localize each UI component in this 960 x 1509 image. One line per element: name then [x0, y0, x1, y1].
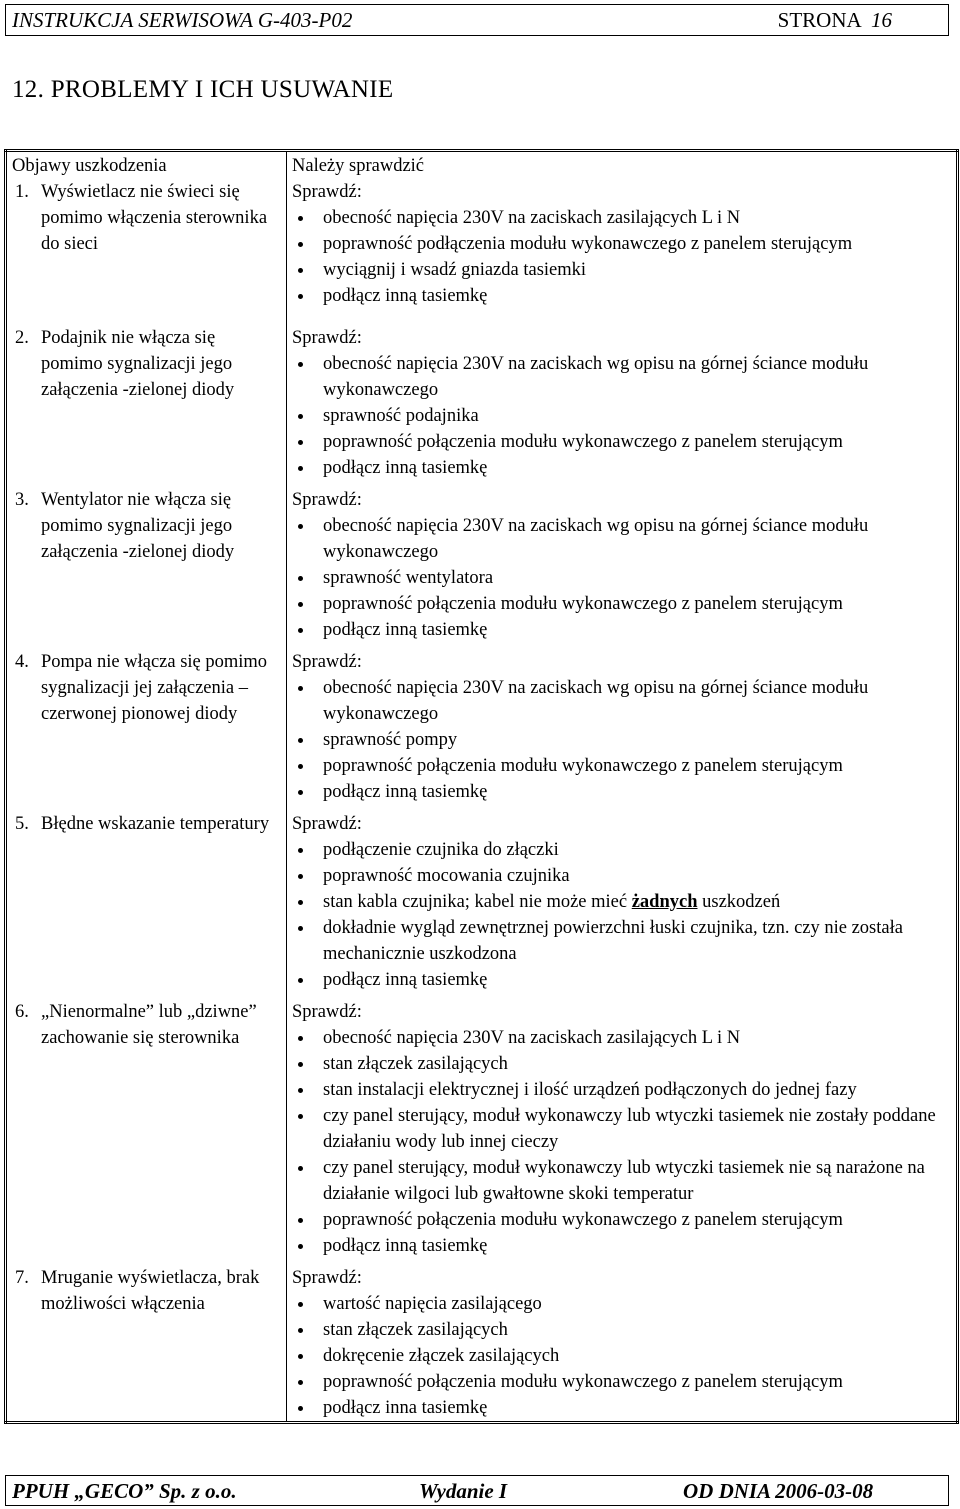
check-item-text: podłącz inna tasiemkę: [323, 1398, 488, 1418]
symptom-cell: [6, 487, 287, 649]
check-item-text: stan złączek zasilających: [323, 1054, 508, 1074]
check-item-text: poprawność podłączenia modułu wykonawczego z panelem sterującym: [323, 234, 853, 254]
bullet-icon: [298, 602, 303, 607]
check-label: Sprawdź:: [292, 652, 362, 672]
document-title: INSTRUKCJA SERWISOWA G-403-P02: [12, 8, 353, 32]
check-item-text: obecność napięcia 230V na zaciskach zasilających L i N: [323, 1028, 741, 1048]
check-item-text: stan złączek zasilających: [323, 1320, 508, 1340]
check-item: [292, 1291, 952, 1317]
bullet-icon: [298, 294, 303, 299]
checks-cell: [287, 811, 958, 999]
footer-company: PPUH „GECO” Sp. z o.o.: [12, 1479, 237, 1503]
check-item: [292, 1051, 952, 1077]
symptom-number: 4.: [15, 652, 29, 672]
check-item-text: podłącz inną tasiemkę: [323, 970, 488, 990]
bullet-icon: [298, 576, 303, 581]
bullet-icon: [298, 848, 303, 853]
check-item-text: czy panel sterujący, moduł wykonawczy lub wtyczki tasiemek nie zostały poddane działaniu wody lub innej cieczy: [323, 1106, 936, 1152]
bullet-icon: [298, 414, 303, 419]
symptom-text: Pompa nie włącza się pomimo sygnalizacji jej załączenia – czerwonej pionowej diody: [41, 652, 268, 724]
check-item: [292, 1233, 952, 1259]
check-item: [292, 1395, 952, 1421]
check-list: [292, 351, 952, 481]
bullet-icon: [298, 978, 303, 983]
check-item-text: wyciągnij i wsadź gniazda tasiemki: [323, 260, 587, 280]
check-item-text: stan instalacji elektrycznej i ilość urządzeń podłączonych do jednej fazy: [323, 1080, 857, 1100]
check-item-text: podłącz inną tasiemkę: [323, 458, 488, 478]
symptom-cell: [6, 325, 287, 487]
check-label: Sprawdź:: [292, 490, 362, 510]
bullet-icon: [298, 1244, 303, 1249]
symptom-number: 1.: [15, 182, 29, 202]
symptom-number: 6.: [15, 1002, 29, 1022]
table-header-row: [6, 151, 958, 180]
check-item-text: obecność napięcia 230V na zaciskach wg opisu na górnej ściance modułu wykonawczego: [323, 354, 869, 400]
check-item-text: wartość napięcia zasilającego: [323, 1294, 542, 1314]
bullet-icon: [298, 466, 303, 471]
check-item: [292, 257, 952, 283]
table-row: [6, 811, 958, 999]
check-item: [292, 1103, 952, 1155]
bullet-icon: [298, 926, 303, 931]
check-item: [292, 915, 952, 967]
check-item: [292, 565, 952, 591]
bullet-icon: [298, 440, 303, 445]
check-item: [292, 513, 952, 565]
bullet-icon: [298, 1302, 303, 1307]
section-title: 12. PROBLEMY I ICH USUWANIE: [12, 76, 394, 103]
check-item: [292, 205, 952, 231]
footer-date: OD DNIA 2006-03-08: [683, 1479, 874, 1503]
check-item-text: poprawność połączenia modułu wykonawczego z panelem sterującym: [323, 432, 843, 452]
check-item-text: sprawność pompy: [323, 730, 458, 750]
symptom-text: „Nienormalne” lub „dziwne” zachowanie się sterownika: [41, 1002, 257, 1048]
checks-cell: [287, 1265, 958, 1423]
check-item: [292, 675, 952, 727]
bullet-icon: [298, 874, 303, 879]
table-row: [6, 649, 958, 811]
bullet-icon: [298, 738, 303, 743]
symptom-cell: [6, 1265, 287, 1423]
check-item: [292, 1317, 952, 1343]
bullet-icon: [298, 1114, 303, 1119]
symptom-number: 2.: [15, 328, 29, 348]
check-item-text: podłącz inną tasiemkę: [323, 620, 488, 640]
table-row: [6, 179, 958, 325]
check-item: [292, 967, 952, 993]
symptom-text: Wyświetlacz nie świeci się pomimo włączenia sterownika do sieci: [41, 182, 268, 254]
checks-cell: [287, 649, 958, 811]
bullet-icon: [298, 764, 303, 769]
check-item: [292, 1025, 952, 1051]
check-label: Sprawdź:: [292, 182, 362, 202]
check-item: [292, 429, 952, 455]
symptom-text: Podajnik nie włącza się pomimo sygnalizacji jego załączenia -zielonej diody: [41, 328, 235, 400]
check-item: [292, 1155, 952, 1207]
check-item: [292, 863, 952, 889]
troubleshooting-table: [4, 149, 959, 1424]
table-row: [6, 1265, 958, 1423]
check-list: [292, 837, 952, 993]
check-list: [292, 513, 952, 643]
checks-cell: [287, 999, 958, 1265]
bullet-icon: [298, 1218, 303, 1223]
check-item: [292, 753, 952, 779]
check-item: [292, 779, 952, 805]
check-label: Sprawdź:: [292, 328, 362, 348]
symptom-cell: [6, 999, 287, 1265]
symptom-number: 3.: [15, 490, 29, 510]
check-item-text: poprawność połączenia modułu wykonawczego z panelem sterującym: [323, 1210, 843, 1230]
bullet-icon: [298, 216, 303, 221]
check-item: [292, 889, 952, 915]
page-footer: [5, 1475, 949, 1506]
check-item: [292, 727, 952, 753]
check-item-text: dokładnie wygląd zewnętrznej powierzchni łuski czujnika, tzn. czy nie została mechanicznie uszkodzona: [323, 918, 903, 964]
check-item-text: stan kabla czujnika; kabel nie może mieć żadnych uszkodzeń: [323, 892, 781, 912]
check-item-text: podłącz inną tasiemkę: [323, 1236, 488, 1256]
table-row: [6, 999, 958, 1265]
symptom-text: Mruganie wyświetlacza, brak możliwości włączenia: [41, 1268, 260, 1314]
check-item-text: sprawność podajnika: [323, 406, 479, 426]
bullet-icon: [298, 1166, 303, 1171]
check-item-text: sprawność wentylatora: [323, 568, 494, 588]
symptom-cell: [6, 179, 287, 325]
table-row: [6, 487, 958, 649]
check-list: [292, 1025, 952, 1259]
check-list: [292, 205, 952, 309]
check-item-text: podłącz inną tasiemkę: [323, 782, 488, 802]
bullet-icon: [298, 524, 303, 529]
bullet-icon: [298, 1354, 303, 1359]
check-label: Sprawdź:: [292, 1002, 362, 1022]
check-list: [292, 1291, 952, 1421]
symptom-text: Wentylator nie włącza się pomimo sygnalizacji jego załączenia -zielonej diody: [41, 490, 235, 562]
check-item-text: podłączenie czujnika do złączki: [323, 840, 559, 860]
check-item-text: poprawność mocowania czujnika: [323, 866, 570, 886]
bullet-icon: [298, 1406, 303, 1411]
check-item-text: poprawność połączenia modułu wykonawczego z panelem sterującym: [323, 1372, 843, 1392]
checks-cell: [287, 325, 958, 487]
page-header: [5, 4, 949, 36]
check-item: [292, 1207, 952, 1233]
bullet-icon: [298, 1328, 303, 1333]
bullet-icon: [298, 1088, 303, 1093]
check-item-text: dokręcenie złączek zasilających: [323, 1346, 560, 1366]
check-item: [292, 1077, 952, 1103]
check-item-text: czy panel sterujący, moduł wykonawczy lub wtyczki tasiemek nie są narażone na działanie wilgoci lub gwałtowne skoki temperatur: [323, 1158, 925, 1204]
check-item-text: poprawność połączenia modułu wykonawczego z panelem sterującym: [323, 756, 843, 776]
emphasized-word: żadnych: [631, 892, 698, 912]
bullet-icon: [298, 686, 303, 691]
check-item: [292, 455, 952, 481]
checks-column-header: Należy sprawdzić: [292, 156, 425, 176]
symptom-cell: [6, 811, 287, 999]
check-list: [292, 675, 952, 805]
page-number: 16: [871, 8, 892, 32]
check-item: [292, 617, 952, 643]
bullet-icon: [298, 900, 303, 905]
footer-edition: Wydanie I: [419, 1479, 508, 1503]
check-item: [292, 403, 952, 429]
bullet-icon: [298, 1380, 303, 1385]
check-item-text: poprawność połączenia modułu wykonawczego z panelem sterującym: [323, 594, 843, 614]
bullet-icon: [298, 1036, 303, 1041]
check-item-text: obecność napięcia 230V na zaciskach wg opisu na górnej ściance modułu wykonawczego: [323, 678, 869, 724]
check-item: [292, 231, 952, 257]
bullet-icon: [298, 628, 303, 633]
check-item: [292, 591, 952, 617]
checks-cell: [287, 179, 958, 325]
bullet-icon: [298, 790, 303, 795]
check-item-text: podłącz inną tasiemkę: [323, 286, 488, 306]
check-item-text: obecność napięcia 230V na zaciskach wg opisu na górnej ściance modułu wykonawczego: [323, 516, 869, 562]
check-item: [292, 1369, 952, 1395]
bullet-icon: [298, 242, 303, 247]
check-label: Sprawdź:: [292, 1268, 362, 1288]
check-item: [292, 1343, 952, 1369]
bullet-icon: [298, 1062, 303, 1067]
table-row: [6, 325, 958, 487]
bullet-icon: [298, 362, 303, 367]
page-indicator: [778, 8, 892, 33]
check-item-text: obecność napięcia 230V na zaciskach zasilających L i N: [323, 208, 741, 228]
symptoms-column-header: Objawy uszkodzenia: [6, 151, 287, 180]
checks-cell: [287, 487, 958, 649]
bullet-icon: [298, 268, 303, 273]
page-label: STRONA: [777, 8, 861, 32]
symptom-number: 7.: [15, 1268, 29, 1288]
symptom-text: Błędne wskazanie temperatury: [41, 814, 270, 834]
symptom-number: 5.: [15, 814, 29, 834]
check-item: [292, 283, 952, 309]
check-label: Sprawdź:: [292, 814, 362, 834]
symptom-cell: [6, 649, 287, 811]
check-item: [292, 837, 952, 863]
check-item: [292, 351, 952, 403]
